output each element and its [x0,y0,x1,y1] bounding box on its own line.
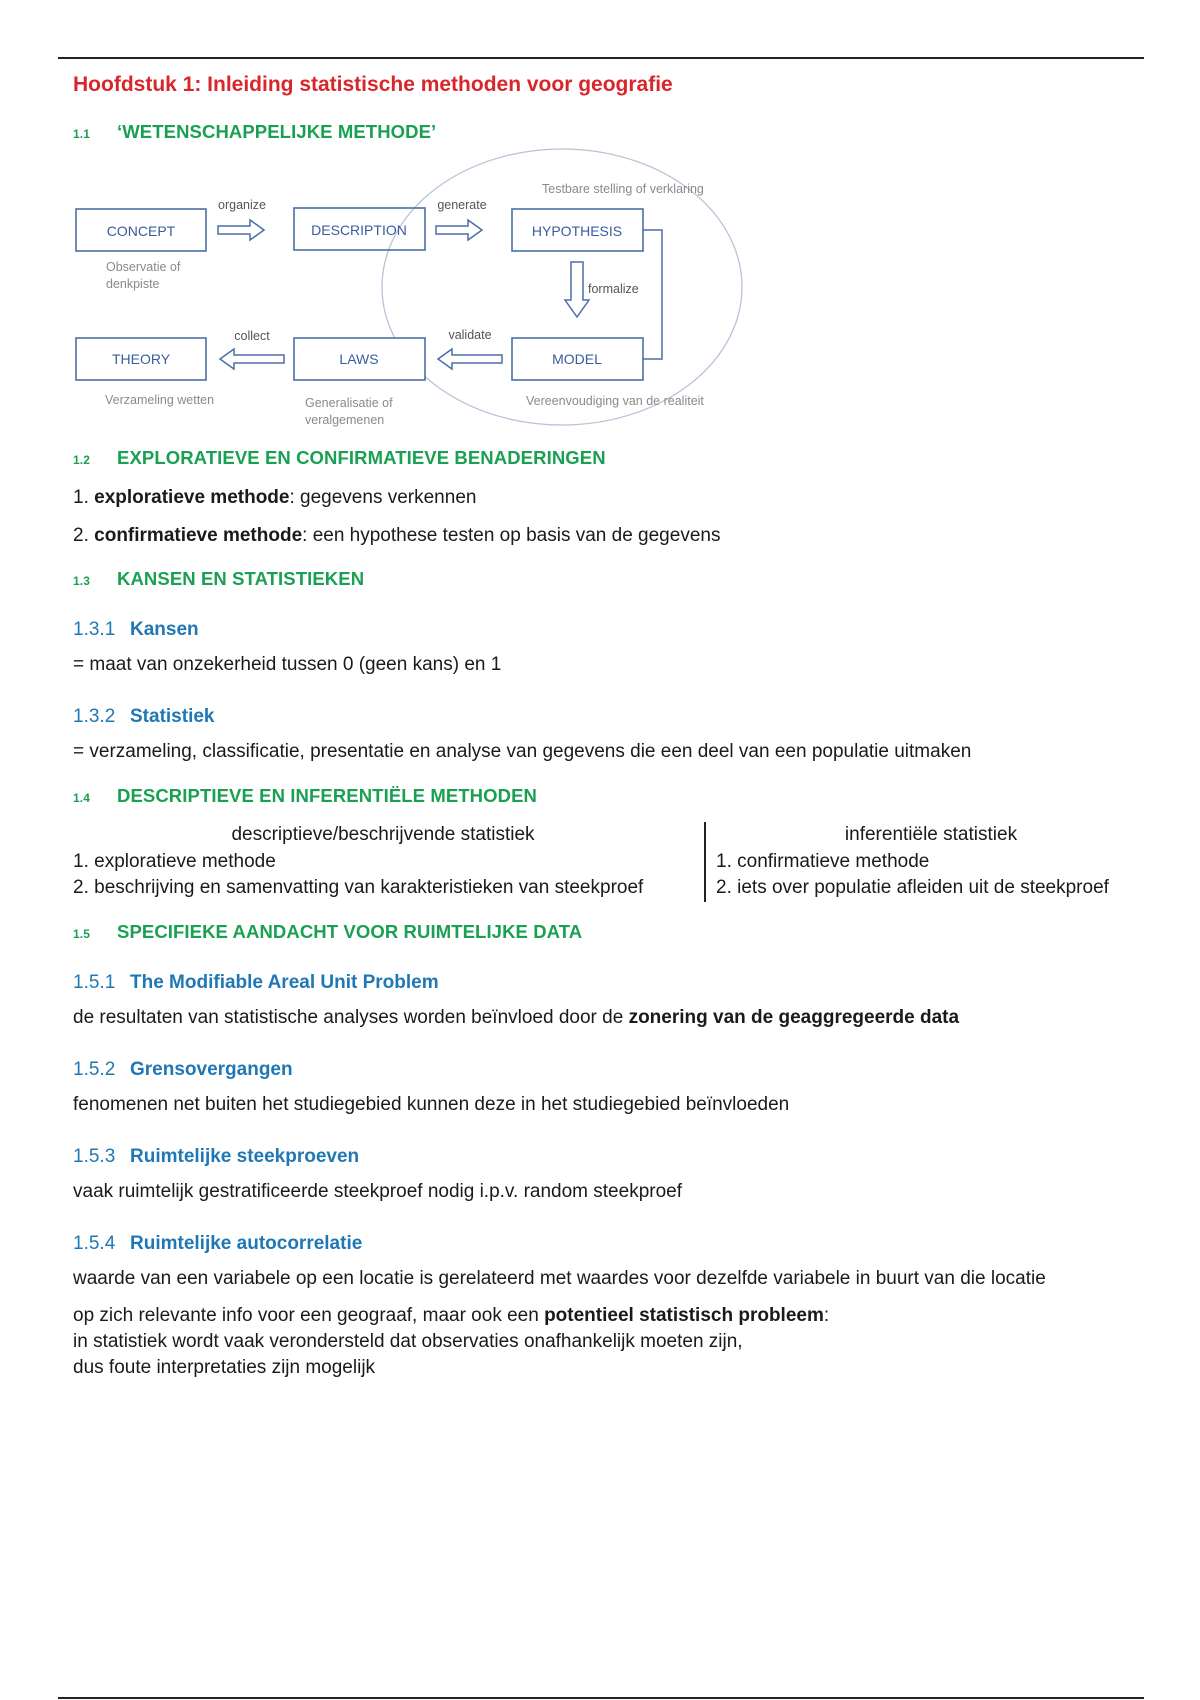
list-number: 2. [73,525,89,546]
section-heading-1-1 [73,121,436,143]
subsection-title: Statistiek [130,706,215,727]
section-title: DESCRIPTIEVE EN INFERENTIËLE METHODEN [117,785,537,806]
subsection-number: 1.5.1 [73,972,116,993]
list-item [73,487,476,509]
concept-note-line-1: Observatie of [106,260,181,274]
subsection-title: Ruimtelijke steekproeven [130,1146,360,1167]
subsection-number: 1.3.1 [73,619,116,640]
concept-note-line-2: denkpiste [106,277,160,291]
subsection-title: Grensovergangen [130,1059,293,1080]
table-right-header: inferentiële statistiek [844,824,1018,845]
subsection-title: Kansen [130,619,199,640]
formalize-label: formalize [588,282,639,296]
organize-label: organize [218,198,266,212]
subsection-heading-1-3-1 [73,619,199,641]
section-title: ‘WETENSCHAPPELIJKE METHODE’ [117,121,437,142]
laws-note-line-1: Generalisatie of [305,396,393,410]
generate-label: generate [437,198,487,212]
table-column-divider [704,822,706,902]
definition: : een hypothese testen op basis van de gegevens [302,525,721,546]
bottom-rule [58,1697,1144,1699]
paragraph: = verzameling, classificatie, presentatie en analyse van gegevens die een deel van een populatie uitmaken [73,741,972,762]
laws-label: LAWS [339,351,379,367]
subsection-heading-1-5-3 [73,1146,359,1168]
subsection-number: 1.3.2 [73,706,116,727]
term: exploratieve methode [94,487,290,508]
chapter-title: Hoofdstuk 1: Inleiding statistische methoden voor geografie [73,73,673,96]
paragraph: in statistiek wordt vaak verondersteld dat observaties onafhankelijk moeten zijn, [73,1331,743,1352]
paragraph [73,1305,829,1327]
section-heading-1-3 [73,568,364,590]
scientific-method-diagram [72,145,752,430]
model-label: MODEL [552,351,602,367]
list-number: 1. [73,487,89,508]
section-number: 1.1 [73,127,90,141]
validate-arrow-icon [438,349,502,369]
laws-note-line-2: veralgemenen [305,413,385,427]
table-left-item: 2. beschrijving en samenvatting van karakteristieken van steekproef [73,877,644,898]
section-number: 1.2 [73,453,90,467]
subsection-heading-1-5-4 [73,1233,362,1255]
concept-label: CONCEPT [106,223,176,239]
paragraph-text: de resultaten van statistische analyses worden beïnvloed door de [73,1007,629,1028]
subsection-heading-1-5-2 [73,1059,293,1081]
model-note: Vereenvoudiging van de realiteit [526,394,704,408]
table-left-header: descriptieve/beschrijvende statistiek [231,824,535,845]
theory-note: Verzameling wetten [105,393,215,407]
table-right-item: 1. confirmatieve methode [716,851,930,872]
generate-arrow-icon [436,220,482,240]
definition: : gegevens verkennen [289,487,477,508]
section-heading-1-2 [73,447,606,469]
subsection-title: The Modifiable Areal Unit Problem [130,972,439,993]
section-number: 1.5 [73,927,90,941]
paragraph [73,1007,959,1029]
collect-arrow-icon [220,349,284,369]
subsection-number: 1.5.2 [73,1059,116,1080]
paragraph: = maat van onzekerheid tussen 0 (geen kans) en 1 [73,654,502,675]
section-number: 1.4 [73,791,90,805]
paragraph: dus foute interpretaties zijn mogelijk [73,1357,376,1378]
description-label: DESCRIPTION [311,222,407,238]
hypothesis-model-connector [643,230,662,359]
subsection-heading-1-5-1 [73,972,439,994]
section-number: 1.3 [73,574,90,588]
section-heading-1-5 [73,921,582,943]
section-heading-1-4 [73,785,537,807]
organize-arrow-icon [218,220,264,240]
section-title: EXPLORATIEVE EN CONFIRMATIEVE BENADERINGEN [117,447,606,468]
table-left-item: 1. exploratieve methode [73,851,276,872]
paragraph: fenomenen net buiten het studiegebied kunnen deze in het studiegebied beïnvloeden [73,1094,790,1115]
paragraph-emphasis: potentieel statistisch probleem [544,1305,824,1326]
list-item [73,525,720,547]
theory-label: THEORY [111,351,171,367]
subsection-number: 1.5.3 [73,1146,116,1167]
paragraph: vaak ruimtelijk gestratificeerde steekproef nodig i.p.v. random steekproef [73,1181,683,1202]
term: confirmatieve methode [94,525,303,546]
formalize-arrow-icon [565,262,589,317]
paragraph: waarde van een variabele op een locatie is gerelateerd met waardes voor dezelfde variabele in buurt van die locatie [73,1268,1046,1289]
subsection-heading-1-3-2 [73,706,214,728]
hypothesis-note: Testbare stelling of verklaring [542,182,704,196]
paragraph-emphasis: zonering van de geaggregeerde data [628,1007,960,1028]
paragraph-text: op zich relevante info voor een geograaf, maar ook een [73,1305,545,1326]
paragraph-text: : [823,1305,830,1326]
section-title: SPECIFIEKE AANDACHT VOOR RUIMTELIJKE DATA [117,921,583,942]
collect-label: collect [234,329,270,343]
section-title: KANSEN EN STATISTIEKEN [117,568,365,589]
table-right-item: 2. iets over populatie afleiden uit de steekproef [716,877,1109,898]
hypothesis-label: HYPOTHESIS [531,223,623,239]
subsection-title: Ruimtelijke autocorrelatie [130,1233,363,1254]
subsection-number: 1.5.4 [73,1233,116,1254]
top-rule [58,57,1144,59]
validate-label: validate [448,328,492,342]
